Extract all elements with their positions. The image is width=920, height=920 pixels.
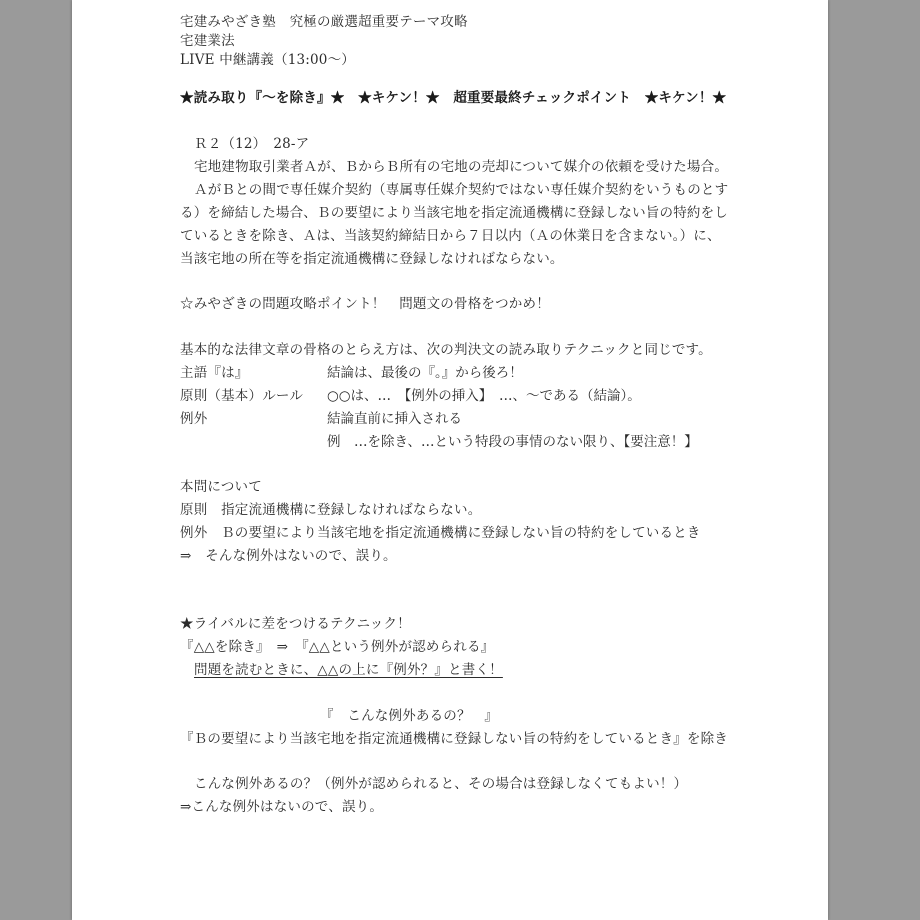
this-question-exception: 例外 Ｂの要望により当該宅地を指定流通機構に登録しない旨の特約をしているとき [180, 525, 701, 541]
point-heading: ☆みやざきの問題攻略ポイント！ 問題文の骨格をつかめ！ [180, 296, 550, 312]
basics-row-text: 結論直前に挿入される [327, 411, 462, 427]
basics-row-text: 例 …を除き、…という特段の事情のない限り、【要注意！】 [327, 434, 698, 450]
document-page [72, 0, 828, 920]
technique-tip: 問題を読むときに、△△の上に『例外？』と書く！ [194, 662, 503, 678]
this-question-principle: 原則 指定流通機構に登録しなければならない。 [180, 502, 482, 518]
technique-heading: ★ライバルに差をつけるテクニック！ [180, 616, 411, 632]
this-question-heading: 本問について [180, 479, 262, 495]
header-subject: 宅建業法 [180, 33, 235, 49]
basics-intro: 基本的な法律文章の骨格のとらえ方は、次の判決文の読み取りテクニックと同じです。 [180, 342, 712, 358]
question-text-line-2: ＡがＢとの間で専任媒介契約（専属専任媒介契約ではない専任媒介契約をいうものとす [194, 182, 729, 198]
question-reference: Ｒ２（12） 28-ア [194, 136, 310, 152]
header-title: 宅建みやざき塾 究極の厳選超重要テーマ攻略 [180, 14, 468, 30]
basics-row-label: 例外 [180, 411, 208, 427]
technique-rule: 『△△を除き』 ⇒ 『△△という例外が認められる』 [180, 639, 495, 655]
this-question-conclusion: ⇒ そんな例外はないので、誤り。 [180, 548, 397, 564]
header-live-lecture: LIVE 中継講義（13:00〜） [180, 52, 355, 68]
technique-answer: ⇒こんな例外はないので、誤り。 [180, 799, 384, 815]
basics-row-label: 原則（基本）ルール [180, 388, 304, 404]
question-text-line-5: 当該宅地の所在等を指定流通機構に登録しなければならない。 [180, 251, 564, 267]
basics-row-text: ○○は、… 【例外の挿入】 …、〜である（結論）。 [327, 388, 641, 404]
question-text-line-3: る）を締結した場合、Ｂの要望により当該宅地を指定流通機構に登録しない旨の特約をし [180, 205, 728, 221]
basics-row-text: 結論は、最後の『。』から後ろ！ [327, 365, 523, 381]
warning-banner: ★読み取り『〜を除き』★ ★キケン！★ 超重要最終チェックポイント ★キケン！★ [180, 90, 727, 106]
question-text-line-4: ているときを除き、Ａは、当該契約締結日から７日以内（Ａの休業日を含まない。）に、 [180, 228, 721, 244]
question-text-line-1: 宅地建物取引業者Ａが、ＢからＢ所有の宅地の売却について媒介の依頼を受けた場合。 [194, 159, 729, 175]
technique-question: こんな例外あるの？（例外が認められると、その場合は登録しなくてもよい！） [194, 776, 688, 792]
technique-bracket: 『 こんな例外あるの？ 』 [320, 708, 499, 724]
basics-row-label: 主語『は』 [180, 365, 249, 381]
technique-quote: 『Ｂの要望により当該宅地を指定流通機構に登録しない旨の特約をしているとき』を除き [180, 731, 728, 747]
